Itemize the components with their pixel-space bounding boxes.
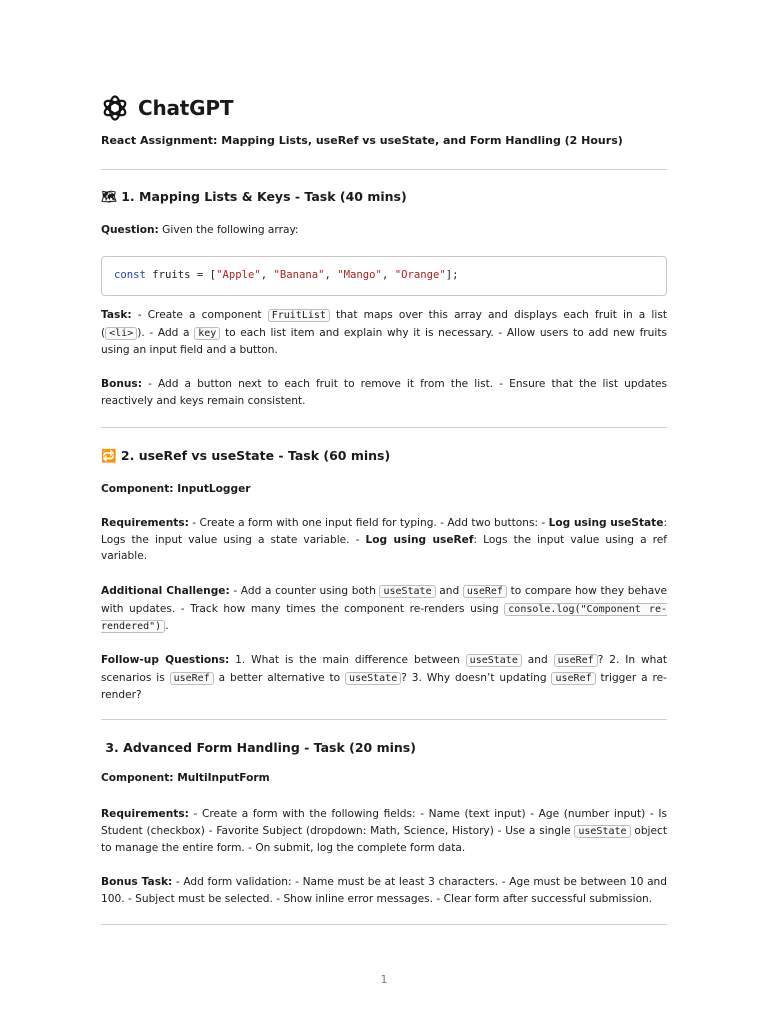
- component-label: Component: InputLogger: [101, 483, 251, 495]
- section-1-heading: 🗺 1. Mapping Lists & Keys - Task (40 mins): [101, 189, 407, 204]
- section-2-heading: 🔁 2. useRef vs useState - Task (60 mins): [101, 448, 391, 463]
- divider: [101, 169, 667, 170]
- app-name: ChatGPT: [138, 96, 234, 120]
- chatgpt-logo: [101, 94, 233, 122]
- bonus-paragraph: Bonus: - Add a button next to each fruit to remove it from the list. - Ensure that the list updates reactively and keys remain consistent.: [101, 378, 667, 407]
- divider: [101, 719, 667, 720]
- requirements-paragraph: Requirements: - Create a form with the following fields: - Name (text input) - Age (number input) - Is Student (checkbox) - Favorite Subject (dropdown: Math, Science, History) - Use a single useState object to manage the entire form. - On submit, log the complete form data.: [101, 808, 667, 854]
- additional-challenge-paragraph: Additional Challenge: - Add a counter using both useState and useRef to compare how they behave with updates. - Track how many times the component re-renders using console.log("Component re-rendered") .: [101, 585, 667, 632]
- bonus-task-paragraph: Bonus Task: - Add form validation: - Name must be at least 3 characters. - Age must be between 10 and 100. - Subject must be selected. - Show inline error messages. - Clear form after successful submission.: [101, 876, 667, 905]
- task-paragraph: Task: - Create a component FruitList that maps over this array and displays each fruit in a list ( <li> ). - Add a key to each list item and explain why it is necessary. - Allow users to add new fruits using an input field and a button.: [101, 309, 667, 356]
- divider: [101, 427, 667, 428]
- document-title: React Assignment: Mapping Lists, useRef vs useState, and Form Handling (2 Hours): [101, 134, 623, 147]
- component-label: Component: MultiInputForm: [101, 772, 270, 784]
- page-number: 1: [380, 973, 388, 986]
- openai-logo-icon: [101, 94, 129, 122]
- follow-up-paragraph: Follow-up Questions: 1. What is the main difference between useState and useRef ? 2. In what scenarios is useRef a better alternative to useState ? 3. Why doesn’t updating useRef trigger a re-render?: [101, 654, 667, 701]
- requirements-paragraph: Requirements: - Create a form with one input field for typing. - Add two buttons: - Log using useState: Logs the input value using a state variable. - Log using useRef: Logs the input value using a ref variable.: [101, 517, 668, 562]
- question-paragraph: Question: Given the following array:: [101, 224, 299, 236]
- section-3-heading: 3. Advanced Form Handling - Task (20 mins): [101, 740, 416, 755]
- divider: [101, 924, 667, 925]
- code-block: const fruits = ["Apple", "Banana", "Mango", "Orange"];: [101, 256, 667, 296]
